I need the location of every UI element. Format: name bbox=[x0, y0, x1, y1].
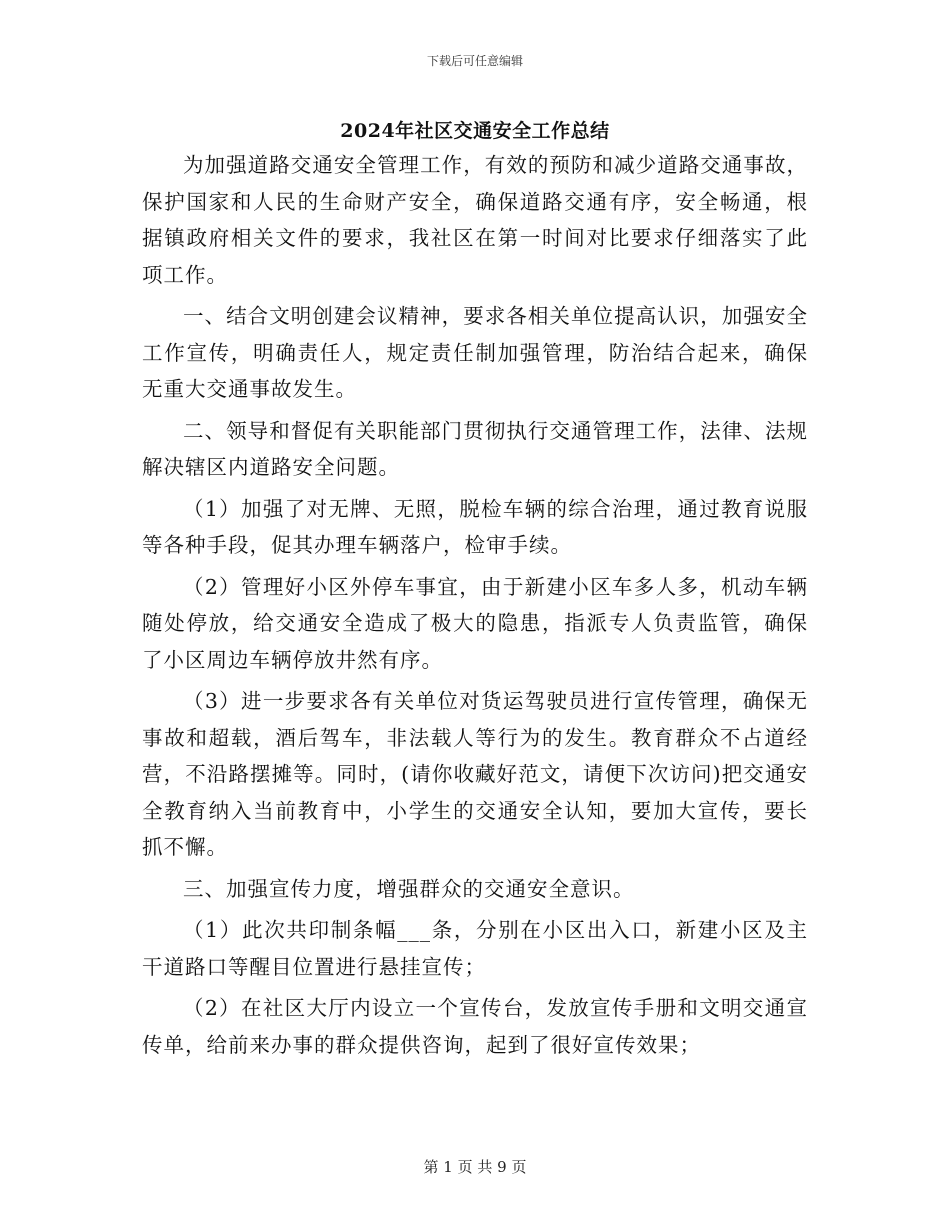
paragraph-section-3-item-1: （1）此次共印制条幅___条，分别在小区出入口，新建小区及主干道路口等醒目位置进行悬挂宣传； bbox=[142, 918, 808, 979]
paragraph-section-1: 一、结合文明创建会议精神，要求各相关单位提高认识，加强安全工作宣传，明确责任人，规定责任制加强管理，防治结合起来，确保无重大交通事故发生。 bbox=[142, 304, 808, 401]
document-body bbox=[142, 147, 808, 1068]
paragraph-section-3: 三、加强宣传力度，增强群众的交通安全意识。 bbox=[183, 876, 635, 901]
paragraph-section-2-item-1: （1）加强了对无牌、无照，脱检车辆的综合治理，通过教育说服等各种手段，促其办理车辆落户，检审手续。 bbox=[142, 496, 808, 557]
paragraph-section-2: 二、领导和督促有关职能部门贯彻执行交通管理工作，法律、法规解决辖区内道路安全问题。 bbox=[142, 418, 808, 479]
paragraph-section-3-item-2: （2）在社区大厅内设立一个宣传台，发放宣传手册和文明交通宣传单，给前来办事的群众提供咨询，起到了很好宣传效果； bbox=[142, 996, 808, 1057]
header-note: 下载后可任意编辑 bbox=[426, 54, 523, 68]
paragraph-section-2-item-3: （3）进一步要求各有关单位对货运驾驶员进行宣传管理，确保无事故和超载，酒后驾车，非法载人等行为的发生。教育群众不占道经营，不沿路摆摊等。同时，(请你收藏好范文，请便下次访问)把交通安全教育纳入当前教育中，小学生的交通安全认知，要加大宣传，要长抓不懈。 bbox=[142, 689, 808, 859]
paragraph-intro: 为加强道路交通安全管理工作，有效的预防和减少道路交通事故，保护国家和人民的生命财产安全，确保道路交通有序，安全畅通，根据镇政府相关文件的要求，我社区在第一时间对比要求仔细落实了此项工作。 bbox=[142, 153, 808, 287]
paragraph-section-2-item-2: （2）管理好小区外停车事宜，由于新建小区车多人多，机动车辆随处停放，给交通安全造成了极大的隐患，指派专人负责监管，确保了小区周边车辆停放井然有序。 bbox=[142, 574, 808, 672]
document-title: 2024年社区交通安全工作总结 bbox=[340, 120, 610, 142]
page-footer: 第 1 页 共 9 页 bbox=[423, 1158, 527, 1176]
